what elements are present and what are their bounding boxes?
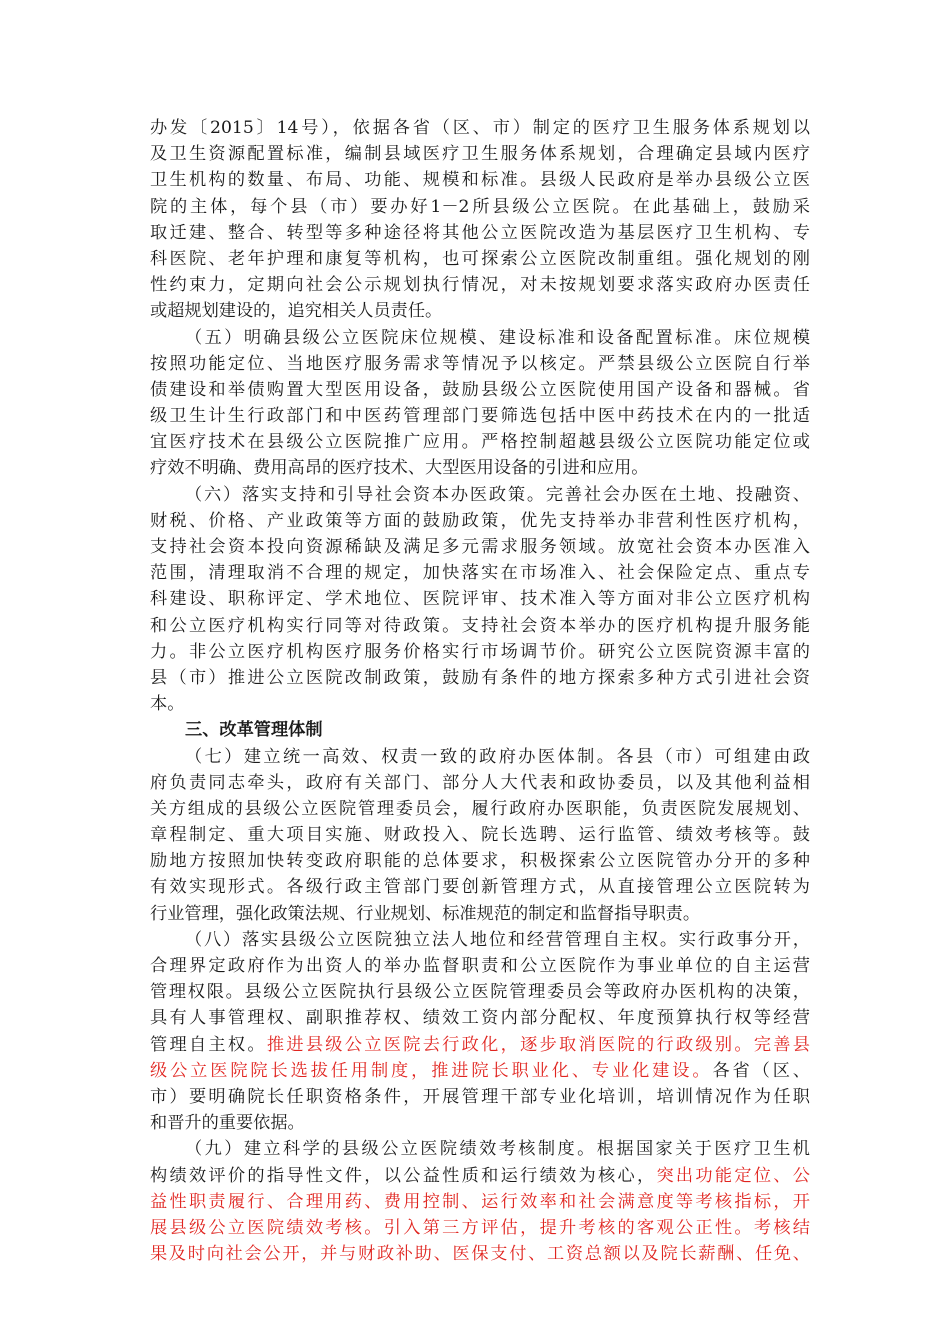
text-line — [150, 194, 810, 220]
text-line — [150, 744, 810, 770]
text-line — [150, 1136, 810, 1162]
text-segment: 各省（区、 — [712, 1060, 810, 1081]
text-segment: 债建设和举债购置大型医用设备，鼓励县级公立医院使用国产设备和器械。省 — [150, 379, 810, 400]
text-segment: 本。 — [150, 694, 185, 715]
text-line — [150, 1058, 810, 1084]
text-segment: 和晋升的重要依据。 — [150, 1113, 305, 1134]
text-segment: 关方组成的县级公立医院管理委员会，履行政府办医职能，负责医院发展规划、 — [150, 798, 810, 819]
text-segment: 宜医疗技术在县级公立医院推广应用。严格控制超越县级公立医院功能定位或 — [150, 432, 810, 453]
section-heading — [150, 717, 810, 743]
text-line — [150, 298, 810, 324]
text-line — [150, 220, 810, 246]
text-segment: 有效实现形式。各级行政主管部门要创新管理方式，从直接管理公立医院转为 — [150, 877, 810, 898]
text-line — [150, 586, 810, 612]
text-line — [150, 482, 810, 508]
text-segment: 管理自主权。 — [150, 1034, 267, 1055]
text-segment: 财税、价格、产业政策等方面的鼓励政策，优先支持举办非营利性医疗机构， — [150, 510, 810, 531]
highlighted-text: 果及时向社会公开，并与财政补助、医保支付、工资总额以及院长薪酬、任免、 — [150, 1244, 810, 1265]
highlighted-text: 展县级公立医院绩效考核。引入第三方评估，提升考核的客观公正性。考核结 — [150, 1217, 810, 1238]
text-line — [150, 508, 810, 534]
text-line — [150, 1189, 810, 1215]
text-segment: （五）明确县级公立医院床位规模、建设标准和设备配置标准。床位规模 — [185, 327, 810, 348]
text-segment: 行业管理，强化政策法规、行业规划、标准规范的制定和监督指导职责。 — [150, 903, 701, 924]
text-line — [150, 953, 810, 979]
text-line — [150, 1241, 810, 1267]
text-line — [150, 455, 810, 481]
text-line — [150, 272, 810, 298]
text-segment: （八）落实县级公立医院独立法人地位和经营管理自主权。实行政事分开， — [185, 929, 810, 950]
text-segment: 按照功能定位、当地医疗服务需求等情况予以核定。严禁县级公立医院自行举 — [150, 353, 810, 374]
text-segment: 科建设、职称评定、学术地位、医院评审、技术准入等方面对非公立医疗机构 — [150, 589, 810, 610]
text-segment: （九）建立科学的县级公立医院绩效考核制度。根据国家关于医疗卫生机 — [185, 1139, 810, 1160]
text-segment: 或超规划建设的，追究相关人员责任。 — [150, 301, 443, 322]
text-segment: 县（市）推进公立医院改制政策，鼓励有条件的地方探索多种方式引进社会资 — [150, 667, 810, 688]
text-segment: 章程制定、重大项目实施、财政投入、院长选聘、运行监管、绩效考核等。鼓 — [150, 825, 810, 846]
text-segment: 府负责同志牵头，政府有关部门、部分人大代表和政协委员，以及其他利益相 — [150, 772, 810, 793]
highlighted-text: 推进县级公立医院去行政化，逐步取消医院的行政级别。完善县 — [266, 1034, 810, 1055]
text-line — [150, 115, 810, 141]
text-line — [150, 1163, 810, 1189]
text-line — [150, 1110, 810, 1136]
text-line — [150, 665, 810, 691]
text-segment: 及卫生资源配置标准，编制县域医疗卫生服务体系规划，合理确定县域内医疗 — [150, 144, 810, 165]
text-line — [150, 403, 810, 429]
text-segment: 院的主体，每个县（市）要办好1－2所县级公立医院。在此基础上，鼓励采 — [150, 196, 810, 217]
text-segment: 范围，清理取消不合理的规定，加快落实在市场准入、社会保险定点、重点专 — [150, 563, 810, 584]
text-line — [150, 246, 810, 272]
text-line — [150, 429, 810, 455]
text-segment: 级卫生计生行政部门和中医药管理部门要筛选包括中医中药技术在内的一批适 — [150, 406, 810, 427]
text-segment: 科医院、老年护理和康复等机构，也可探索公立医院改制重组。强化规划的刚 — [150, 248, 810, 269]
text-segment: 和公立医疗机构实行同等对待政策。支持社会资本举办的医疗机构提升服务能 — [150, 615, 810, 636]
text-line — [150, 141, 810, 167]
text-line — [150, 1032, 810, 1058]
text-segment: 构绩效评价的指导性文件，以公益性质和运行绩效为核心， — [150, 1165, 657, 1186]
text-line — [150, 1005, 810, 1031]
text-line — [150, 613, 810, 639]
text-line — [150, 377, 810, 403]
highlighted-text: 级公立医院院长选拔任用制度，推进院长职业化、专业化建设。 — [150, 1060, 713, 1081]
text-line — [150, 848, 810, 874]
text-line — [150, 691, 810, 717]
text-line — [150, 1215, 810, 1241]
text-line — [150, 560, 810, 586]
text-line — [150, 874, 810, 900]
text-segment: 支持社会资本投向资源稀缺及满足多元需求服务领域。放宽社会资本办医准入 — [150, 537, 810, 557]
text-line — [150, 927, 810, 953]
text-segment: 管理权限。县级公立医院执行县级公立医院管理委员会等政府办医机构的决策， — [150, 982, 810, 1003]
highlighted-text: 突出功能定位、公 — [656, 1165, 810, 1186]
text-segment: 合理界定政府作为出资人的举办监督职责和公立医院作为事业单位的自主运营 — [150, 956, 810, 976]
text-segment: 取迁建、整合、转型等多种途径将其他公立医院改造为基层医疗卫生机构、专 — [150, 222, 810, 243]
text-line — [150, 979, 810, 1005]
text-line — [150, 534, 810, 560]
text-line — [150, 1084, 810, 1110]
text-line — [150, 901, 810, 927]
text-segment: 具有人事管理权、副职推荐权、绩效工资内部分配权、年度预算执行权等经营 — [150, 1008, 810, 1029]
highlighted-text: 益性职责履行、合理用药、费用控制、运行效率和社会满意度等考核指标，开 — [150, 1191, 810, 1212]
text-segment: 三、改革管理体制 — [185, 720, 323, 741]
text-line — [150, 796, 810, 822]
text-line — [150, 167, 810, 193]
text-segment: 卫生机构的数量、布局、功能、规模和标准。县级人民政府是举办县级公立医 — [150, 170, 810, 191]
text-segment: 市）要明确院长任职资格条件，开展管理干部专业化培训，培训情况作为任职 — [150, 1086, 810, 1107]
text-segment: 疗效不明确、费用高昂的医疗技术、大型医用设备的引进和应用。 — [150, 458, 649, 479]
text-line — [150, 351, 810, 377]
text-segment: 力。非公立医疗机构医疗服务价格实行市场调节价。研究公立医院资源丰富的 — [150, 641, 810, 662]
text-line — [150, 639, 810, 665]
text-line — [150, 822, 810, 848]
text-segment: 办发〔2015〕14号），依据各省（区、市）制定的医疗卫生服务体系规划以 — [150, 118, 810, 138]
text-segment: 励地方按照加快转变政府职能的总体要求，积极探索公立医院管办分开的多种 — [150, 851, 810, 872]
text-line — [150, 325, 810, 351]
text-segment: （六）落实支持和引导社会资本办医政策。完善社会办医在土地、投融资、 — [185, 484, 810, 505]
text-segment: 性约束力，定期向社会公示规划执行情况，对未按规划要求落实政府办医责任 — [150, 275, 810, 296]
document-body — [150, 115, 810, 1267]
text-segment: （七）建立统一高效、权责一致的政府办医体制。各县（市）可组建由政 — [185, 746, 810, 767]
text-line — [150, 770, 810, 796]
